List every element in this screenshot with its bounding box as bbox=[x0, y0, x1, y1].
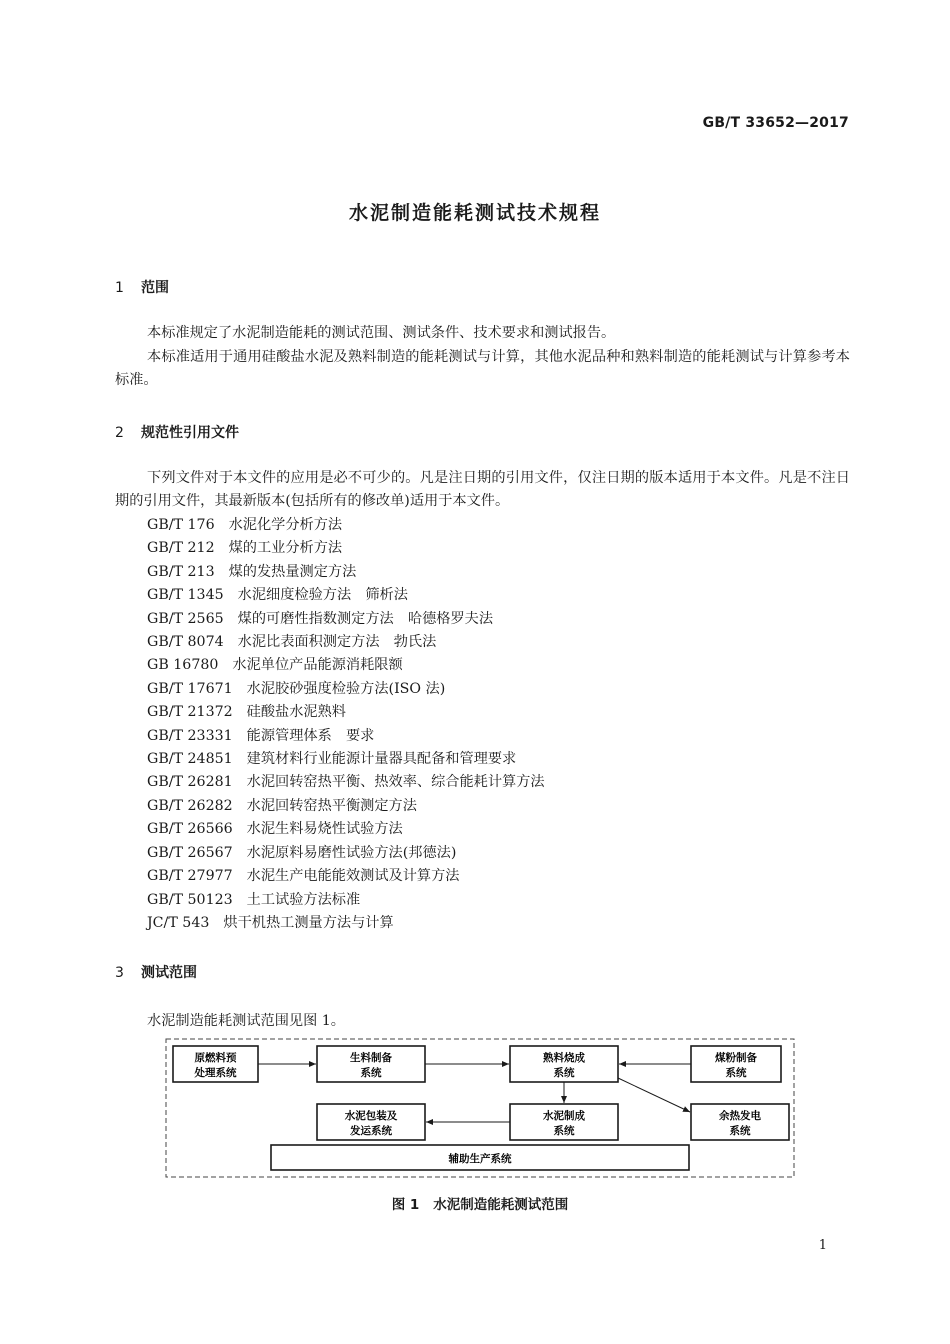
reference-item bbox=[147, 561, 545, 584]
section-1-heading bbox=[115, 277, 169, 297]
reference-list bbox=[147, 514, 545, 935]
reference-item bbox=[147, 842, 545, 865]
box-label: 原燃料预 bbox=[194, 1052, 237, 1064]
reference-title: 水泥生产电能能效测试及计算方法 bbox=[246, 868, 460, 885]
section-2-heading bbox=[115, 422, 239, 442]
reference-title: 水泥回转窑热平衡、热效率、综合能耗计算方法 bbox=[246, 774, 545, 791]
box-auxiliary-production bbox=[271, 1145, 689, 1170]
reference-item bbox=[147, 701, 545, 724]
box-label: 系统 bbox=[729, 1125, 751, 1137]
reference-item bbox=[147, 678, 545, 701]
section-title: 范围 bbox=[141, 280, 169, 296]
reference-title: 水泥比表面积测定方法 勃氏法 bbox=[237, 634, 437, 651]
reference-item bbox=[147, 584, 545, 607]
reference-code: GB/T 26281 bbox=[147, 774, 233, 791]
section-3-text: 水泥制造能耗测试范围见图 1。 bbox=[147, 1013, 345, 1029]
document-title: 水泥制造能耗测试技术规程 bbox=[348, 202, 601, 224]
box-label: 发运系统 bbox=[350, 1125, 392, 1137]
box-fuel-preprocessing bbox=[173, 1046, 258, 1082]
box-label: 处理系统 bbox=[194, 1067, 237, 1079]
paragraph: 本标准规定了水泥制造能耗的测试范围、测试条件、技术要求和测试报告。 bbox=[147, 325, 616, 341]
reference-code: GB/T 50123 bbox=[147, 891, 233, 908]
box-clinker-burning bbox=[510, 1046, 618, 1082]
reference-title: 煤的工业分析方法 bbox=[228, 540, 343, 557]
box-label: 水泥包装及 bbox=[344, 1110, 398, 1122]
reference-code: GB/T 21372 bbox=[147, 704, 233, 721]
reference-title: 能源管理体系 要求 bbox=[246, 727, 375, 744]
standard-number: GB/T 33652—2017 bbox=[702, 115, 849, 131]
box-label: 煤粉制备 bbox=[715, 1052, 757, 1064]
reference-title: 煤的可磨性指数测定方法 哈德格罗夫法 bbox=[237, 610, 494, 627]
figure-caption bbox=[0, 1193, 950, 1213]
arrow bbox=[618, 1078, 690, 1112]
reference-code: GB/T 27977 bbox=[147, 868, 233, 885]
reference-item bbox=[147, 725, 545, 748]
reference-item bbox=[147, 514, 545, 537]
reference-title: 煤的发热量测定方法 bbox=[228, 563, 357, 580]
reference-code: GB/T 26282 bbox=[147, 797, 233, 814]
reference-code: GB/T 213 bbox=[147, 563, 215, 580]
reference-item bbox=[147, 748, 545, 771]
section-title: 测试范围 bbox=[141, 965, 197, 981]
reference-item bbox=[147, 608, 545, 631]
reference-code: GB/T 212 bbox=[147, 540, 215, 557]
reference-title: 水泥胶砂强度检验方法(ISO 法) bbox=[246, 680, 446, 697]
reference-item bbox=[147, 889, 545, 912]
reference-title: 水泥回转窑热平衡测定方法 bbox=[246, 797, 417, 814]
box-label: 系统 bbox=[553, 1125, 575, 1137]
reference-item bbox=[147, 771, 545, 794]
reference-item bbox=[147, 865, 545, 888]
reference-title: 水泥化学分析方法 bbox=[228, 517, 343, 533]
reference-code: GB/T 23331 bbox=[147, 727, 233, 744]
box-label: 系统 bbox=[553, 1067, 575, 1079]
box-cement-grinding bbox=[510, 1104, 618, 1140]
paragraph: 本标准适用于通用硅酸盐水泥及熟料制造的能耗测试与计算，其他水泥品种和熟料制造的能耗测试与计算参考本标准。 bbox=[115, 349, 850, 388]
box-cement-packing-shipping bbox=[317, 1104, 425, 1140]
reference-item bbox=[147, 537, 545, 560]
box-label: 余热发电 bbox=[719, 1110, 761, 1122]
reference-item bbox=[147, 818, 545, 841]
flow-diagram bbox=[165, 1038, 795, 1178]
reference-code: GB/T 24851 bbox=[147, 751, 233, 768]
reference-code: GB/T 176 bbox=[147, 517, 215, 533]
section-3-heading bbox=[115, 962, 197, 982]
reference-title: 水泥细度检验方法 筛析法 bbox=[237, 587, 408, 604]
reference-item bbox=[147, 795, 545, 818]
reference-title: 水泥生料易烧性试验方法 bbox=[246, 821, 403, 838]
box-label: 辅助生产系统 bbox=[448, 1153, 512, 1165]
box-label: 系统 bbox=[725, 1067, 747, 1079]
paragraph: 下列文件对于本文件的应用是必不可少的。凡是注日期的引用文件，仅注日期的版本适用于本文件。凡是不注日期的引用文件，其最新版本(包括所有的修改单)适用于本文件。 bbox=[115, 470, 850, 509]
reference-title: 烘干机热工测量方法与计算 bbox=[223, 914, 394, 931]
reference-code: GB/T 8074 bbox=[147, 634, 224, 651]
reference-title: 建筑材料行业能源计量器具配备和管理要求 bbox=[246, 751, 517, 768]
reference-code: GB/T 26566 bbox=[147, 821, 233, 838]
reference-code: GB/T 1345 bbox=[147, 587, 224, 604]
reference-code: JC/T 543 bbox=[147, 914, 210, 931]
section-number: 2 bbox=[115, 425, 124, 441]
box-label: 水泥制成 bbox=[543, 1110, 585, 1122]
reference-title: 水泥单位产品能源消耗限额 bbox=[232, 657, 403, 674]
reference-title: 水泥原料易磨性试验方法(邦德法) bbox=[246, 844, 457, 861]
reference-item bbox=[147, 912, 545, 935]
box-label: 系统 bbox=[360, 1067, 382, 1079]
section-title: 规范性引用文件 bbox=[141, 425, 239, 441]
figure-number: 图 1 bbox=[391, 1197, 420, 1213]
reference-item bbox=[147, 654, 545, 677]
box-raw-meal-preparation bbox=[317, 1046, 425, 1082]
reference-code: GB 16780 bbox=[147, 657, 219, 674]
page-number: 1 bbox=[818, 1238, 827, 1253]
reference-title: 硅酸盐水泥熟料 bbox=[246, 704, 346, 721]
reference-code: GB/T 26567 bbox=[147, 844, 233, 861]
reference-title: 土工试验方法标准 bbox=[246, 891, 361, 908]
figure-title: 水泥制造能耗测试范围 bbox=[433, 1197, 569, 1213]
box-waste-heat-power bbox=[691, 1104, 789, 1140]
box-label: 生料制备 bbox=[350, 1052, 392, 1064]
box-label: 熟料烧成 bbox=[543, 1052, 585, 1064]
section-number: 3 bbox=[115, 965, 124, 981]
reference-item bbox=[147, 631, 545, 654]
box-coal-powder-preparation bbox=[691, 1046, 781, 1082]
section-number: 1 bbox=[115, 280, 124, 296]
reference-code: GB/T 2565 bbox=[147, 610, 224, 627]
reference-code: GB/T 17671 bbox=[147, 680, 233, 697]
